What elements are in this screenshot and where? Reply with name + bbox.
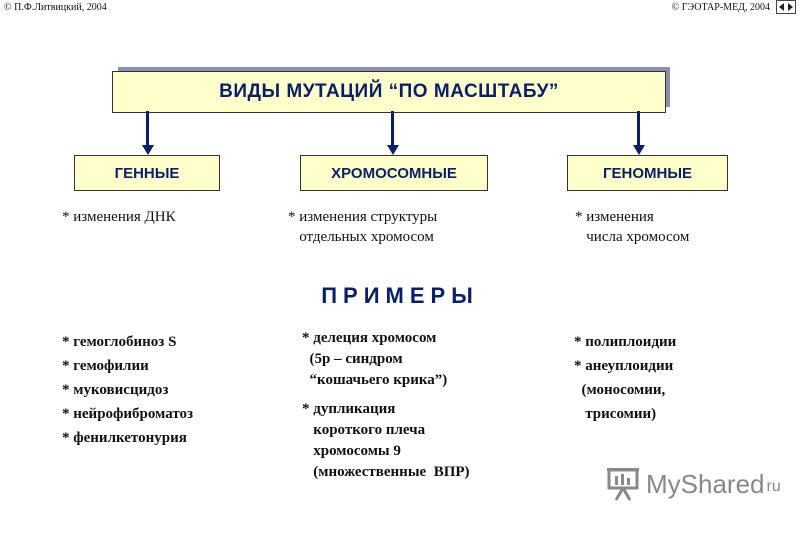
list-item: * анеуплоидии (574, 358, 674, 374)
list-item: трисомии) (574, 406, 657, 422)
list-item: * фенилкетонурия (62, 430, 187, 446)
arrow-gene-head (142, 145, 154, 155)
list-item: * муковисцидоз (62, 382, 169, 398)
category-gene-box: ГЕННЫЕ (74, 155, 220, 191)
category-chromosomal-box: ХРОМОСОМНЫЕ (300, 155, 488, 191)
arrow-genomic-head (633, 145, 645, 155)
arrow-genomic-line (637, 111, 640, 147)
logo-text: MyShared (646, 468, 765, 499)
presentation-board-icon (606, 466, 640, 502)
category-chromosomal-description: * изменения структуры отдельных хромосом (288, 209, 438, 245)
logo-suffix: ru (766, 478, 781, 495)
copyright-author: © П.Ф.Литвицкий, 2004 (4, 2, 107, 13)
page-title: ВИДЫ МУТАЦИЙ “ПО МАСШТАБУ” (112, 71, 666, 113)
arrow-chromosomal-head (387, 145, 399, 155)
arrow-gene-line (146, 111, 149, 147)
list-item: * полиплоидии (574, 334, 677, 350)
arrow-chromosomal-line (391, 111, 394, 147)
list-item: * гемофилии (62, 358, 149, 374)
category-genomic-box: ГЕНОМНЫЕ (567, 155, 728, 191)
chromosomal-example-duplication: * дупликация короткого плеча хромосомы 9 (множественные ВПР) (302, 401, 470, 480)
list-item: * нейрофиброматоз (62, 406, 194, 422)
myshared-logo (606, 466, 781, 502)
category-genomic-description: * изменения числа хромосом (575, 209, 690, 245)
examples-heading: ПРИМЕРЫ (321, 283, 479, 308)
category-gene-description: * изменения ДНК (62, 209, 176, 225)
genomic-examples-list (574, 330, 676, 426)
navigation-arrows-icon[interactable] (776, 0, 796, 14)
list-item: * гемоглобиноз S (62, 334, 177, 350)
chromosomal-example-deletion: * делеция хромосом (5р – синдром “кошачьего крика”) (302, 330, 448, 388)
gene-examples-list (62, 330, 193, 450)
list-item: (моносомии, (574, 382, 666, 398)
copyright-publisher: © ГЭОТАР-МЕД, 2004 (671, 2, 770, 13)
